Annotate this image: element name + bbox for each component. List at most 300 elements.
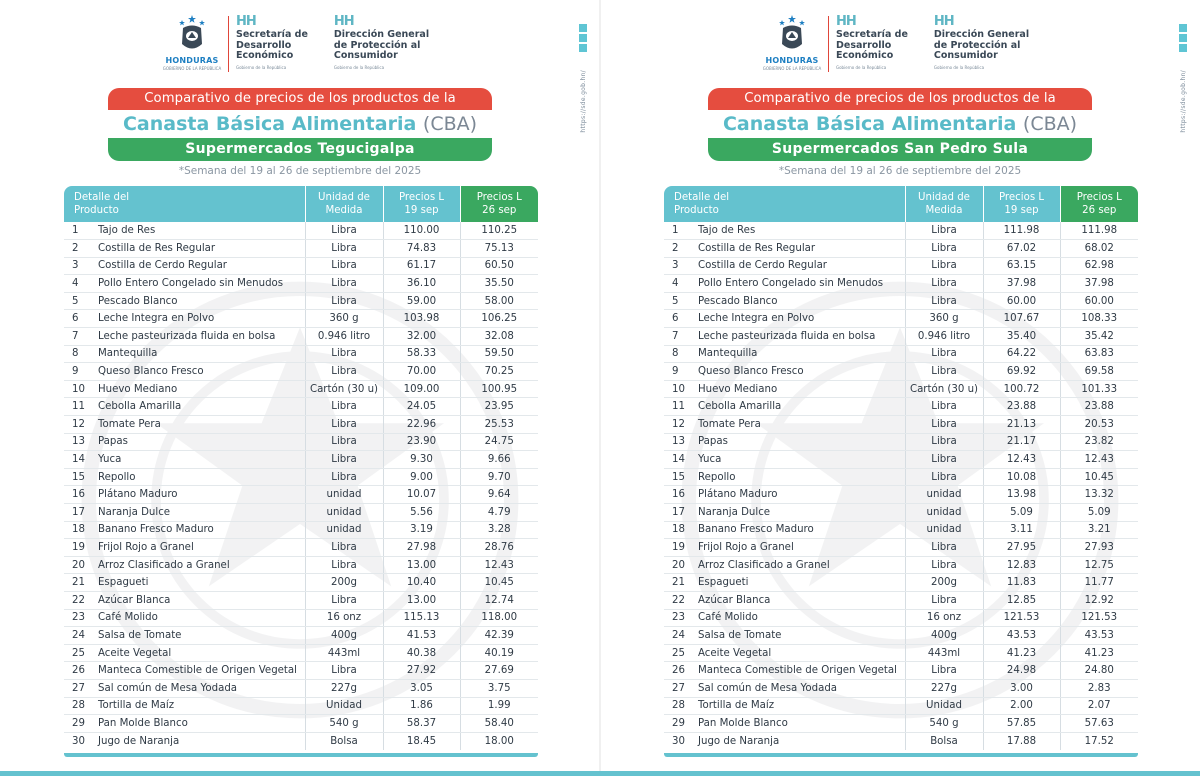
row-number: 30 [72,735,85,747]
table-row [664,591,1138,609]
price-19-sep: 24.05 [383,398,460,416]
unit-of-measure: 400g [305,627,383,645]
row-number: 24 [64,627,94,645]
row-number: 20 [664,556,694,574]
unit-of-measure: Libra [305,345,383,363]
price-19-sep: 37.98 [983,275,1060,293]
price-19-sep: 63.15 [983,257,1060,275]
header-product-line1: Detalle del [74,192,130,203]
header-p19-line1: Precios L [998,192,1045,203]
table-row [664,380,1138,398]
unit-of-measure: unidad [305,504,383,522]
row-number: 18 [64,521,94,539]
product-name: Tajo de Res [694,222,905,240]
price-19-sep: 2.00 [983,697,1060,715]
product-name: Frijol Rojo a Granel [94,539,305,557]
row-number: 27 [64,679,94,697]
row-number: 27 [664,679,694,697]
unit-of-measure: Libra [305,451,383,469]
row-number: 15 [64,468,94,486]
price-19-sep: 57.85 [983,715,1060,733]
honduras-logo [760,14,824,74]
header-logos [760,14,1055,76]
row-number: 12 [664,416,694,434]
product-name: Repollo [694,468,905,486]
unit-of-measure: 540 g [305,715,383,733]
product-name: Pan Molde Blanco [694,715,905,733]
table-row [64,539,538,557]
row-number: 4 [64,275,94,293]
table-row [664,732,1138,750]
unit-of-measure: Libra [905,363,983,381]
row-number: 5 [664,292,694,310]
price-19-sep: 40.38 [383,644,460,662]
price-19-sep: 100.72 [983,380,1060,398]
header-product-line1: Detalle del [674,192,730,203]
product-name: Cebolla Amarilla [694,398,905,416]
unit-of-measure: Cartón (30 u) [905,380,983,398]
unit-of-measure: Libra [905,222,983,240]
column-header-price-19sep [383,186,460,222]
dgpc-logo [334,14,429,70]
product-name: Leche Integra en Polvo [94,310,305,328]
unit-of-measure: unidad [305,486,383,504]
price-19-sep: 21.13 [983,416,1060,434]
row-number: 18 [664,521,694,539]
table-row [64,363,538,381]
unit-of-measure: Libra [305,539,383,557]
price-26-sep: 28.76 [460,539,538,557]
honduras-emblem-icon [175,14,209,54]
unit-of-measure: Libra [905,591,983,609]
side-url-link[interactable]: https://sde.gob.hn/ [1179,70,1187,133]
price-19-sep: 21.17 [983,433,1060,451]
price-26-sep: 2.83 [1060,679,1138,697]
sde-title-line3: Económico [836,50,894,61]
sde-title-line2: Desarrollo [836,39,892,51]
price-26-sep: 60.50 [460,257,538,275]
unit-of-measure: Libra [905,275,983,293]
row-number: 3 [664,257,694,275]
unit-of-measure: 0.946 litro [305,328,383,346]
price-26-sep: 13.32 [1060,486,1138,504]
unit-of-measure: Bolsa [905,732,983,750]
sde-logo [836,14,908,70]
price-26-sep: 25.53 [460,416,538,434]
sde-title-line2: Desarrollo [236,39,292,51]
price-26-sep: 4.79 [460,504,538,522]
week-note: *Semana del 19 al 26 de septiembre del 2025 [178,165,422,177]
product-name: Huevo Mediano [94,380,305,398]
unit-of-measure: Libra [305,222,383,240]
unit-of-measure: Libra [905,556,983,574]
table-row [64,521,538,539]
unit-of-measure: Libra [305,416,383,434]
page-divider [600,0,601,776]
price-26-sep: 41.23 [1060,644,1138,662]
price-26-sep: 9.70 [460,468,538,486]
sde-sublabel: Gobierno de la República [236,64,287,70]
price-19-sep: 5.56 [383,504,460,522]
product-name: Azúcar Blanca [694,591,905,609]
price-26-sep: 23.88 [1060,398,1138,416]
table-row [664,574,1138,592]
product-name: Jugo de Naranja [698,735,780,747]
table-row [664,416,1138,434]
dgpc-mark-icon: HH [333,14,354,29]
sde-title-line3: Económico [236,50,294,61]
price-19-sep: 107.67 [983,310,1060,328]
price-26-sep: 24.75 [460,433,538,451]
unit-of-measure: Libra [905,539,983,557]
price-26-sep: 1.99 [460,697,538,715]
side-url-strip [1178,24,1188,133]
honduras-label: HONDURAS [165,56,219,65]
column-header-product [64,186,305,222]
table-row [64,504,538,522]
side-url-strip [578,24,588,133]
price-19-sep: 58.33 [383,345,460,363]
price-19-sep: 12.85 [983,591,1060,609]
unit-of-measure: 200g [905,574,983,592]
side-square-icon [579,34,587,42]
price-26-sep: 24.80 [1060,662,1138,680]
dgpc-title-line1: Dirección General [333,29,430,40]
dgpc-logo [934,14,1029,70]
table-row [664,451,1138,469]
city-banner: Supermercados Tegucigalpa [108,138,492,161]
table-row [664,275,1138,293]
row-number: 14 [664,451,694,469]
price-19-sep: 12.83 [983,556,1060,574]
table-row [64,556,538,574]
price-19-sep: 115.13 [383,609,460,627]
product-name: Plátano Maduro [694,486,905,504]
header-unit-line1: Unidad de [918,192,970,203]
product-name: Mantequilla [694,345,905,363]
product-name: Naranja Dulce [94,504,305,522]
row-number: 3 [64,257,94,275]
product-name: Yuca [94,451,305,469]
dgpc-title-line3: Consumidor [933,50,998,61]
row-number: 2 [664,240,694,258]
product-name: Sal común de Mesa Yodada [694,679,905,697]
table-row [64,732,538,750]
product-name: Cebolla Amarilla [94,398,305,416]
price-26-sep: 3.21 [1060,521,1138,539]
price-26-sep: 11.77 [1060,574,1138,592]
header-p26-line2: 26 sep [482,205,517,216]
table-row [664,328,1138,346]
product-name: Naranja Dulce [694,504,905,522]
table-row [64,609,538,627]
dgpc-title-line3: Consumidor [333,50,398,61]
row-number: 16 [664,486,694,504]
price-19-sep: 27.98 [383,539,460,557]
row-number: 11 [664,398,694,416]
price-19-sep: 27.92 [383,662,460,680]
product-name: Aceite Vegetal [94,644,305,662]
row-number: 12 [64,416,94,434]
price-19-sep: 22.96 [383,416,460,434]
table-row [664,697,1138,715]
price-26-sep: 32.08 [460,328,538,346]
price-26-sep: 118.00 [460,609,538,627]
table-row [664,222,1138,240]
table-row [64,345,538,363]
product-name: Sal común de Mesa Yodada [94,679,305,697]
row-number: 1 [664,222,694,240]
unit-of-measure: unidad [905,521,983,539]
price-26-sep: 12.43 [460,556,538,574]
footer-bar [0,771,1200,776]
price-26-sep: 27.69 [460,662,538,680]
unit-of-measure: Libra [905,398,983,416]
row-number: 6 [664,310,694,328]
table-row [664,539,1138,557]
dgpc-title-line1: Dirección General [933,29,1030,40]
product-name: Café Molido [694,609,905,627]
product-name: Tortilla de Maíz [694,697,905,715]
price-19-sep: 61.17 [383,257,460,275]
price-26-sep: 12.92 [1060,591,1138,609]
price-26-sep: 3.75 [460,679,538,697]
table-row [664,521,1138,539]
row-number: 24 [664,627,694,645]
table-row [64,257,538,275]
city-banner: Supermercados San Pedro Sula [708,138,1092,161]
price-19-sep: 74.83 [383,240,460,258]
unit-of-measure: unidad [905,486,983,504]
table-row [64,292,538,310]
price-26-sep: 101.33 [1060,380,1138,398]
title-cba-bold: Canasta Básica Alimentaria [722,113,1017,135]
product-name: Costilla de Cerdo Regular [94,257,305,275]
table-row [64,574,538,592]
unit-of-measure: Libra [905,345,983,363]
product-name: Banano Fresco Maduro [94,521,305,539]
price-19-sep: 27.95 [983,539,1060,557]
table-row [664,715,1138,733]
price-26-sep: 35.42 [1060,328,1138,346]
price-26-sep: 2.07 [1060,697,1138,715]
table-row [664,609,1138,627]
product-name: Espagueti [694,574,905,592]
table-row [664,310,1138,328]
header-product-line2: Producto [674,205,719,216]
price-26-sep: 12.75 [1060,556,1138,574]
side-square-icon [579,44,587,52]
table-row [664,398,1138,416]
unit-of-measure: Libra [305,292,383,310]
price-26-sep: 121.53 [1060,609,1138,627]
product-name: Queso Blanco Fresco [94,363,305,381]
table-row [664,644,1138,662]
price-26-sep: 75.13 [460,240,538,258]
product-name: Costilla de Cerdo Regular [694,257,905,275]
column-header-product [664,186,905,222]
product-name: Papas [694,433,905,451]
sde-logo [236,14,308,70]
table-row [664,504,1138,522]
price-26-sep: 40.19 [460,644,538,662]
unit-of-measure: Libra [305,363,383,381]
row-number: 8 [664,345,694,363]
table-row [64,591,538,609]
table-row [64,328,538,346]
table-header-row [64,186,538,222]
price-26-sep: 12.74 [460,591,538,609]
column-header-price-26sep [460,186,538,222]
dgpc-title-line2: de Protección al [333,39,421,51]
table-row [64,486,538,504]
unit-of-measure: Libra [305,591,383,609]
price-19-sep: 60.00 [983,292,1060,310]
product-name: Espagueti [94,574,305,592]
price-26-sep: 12.43 [1060,451,1138,469]
product-name: Jugo de Naranja [98,735,180,747]
price-26-sep: 3.28 [460,521,538,539]
product-name: Pollo Entero Congelado sin Menudos [94,275,305,293]
price-26-sep: 10.45 [1060,468,1138,486]
price-table [64,186,538,750]
price-sheet-san-pedro-sula [600,0,1200,776]
row-number: 4 [664,275,694,293]
header-p26-line1: Precios L [476,192,522,203]
price-26-sep: 68.02 [1060,240,1138,258]
row-number: 23 [64,609,94,627]
unit-of-measure: Libra [305,662,383,680]
unit-of-measure: Libra [305,257,383,275]
title-cba-light: (CBA) [422,113,478,135]
title-line2 [708,110,1092,138]
unit-of-measure: Libra [905,662,983,680]
price-19-sep: 121.53 [983,609,1060,627]
product-name: Azúcar Blanca [94,591,305,609]
row-number: 13 [664,433,694,451]
row-number: 10 [664,380,694,398]
product-name: Plátano Maduro [94,486,305,504]
table-body [664,222,1138,750]
price-26-sep: 108.33 [1060,310,1138,328]
unit-of-measure: Libra [305,275,383,293]
table-row [64,715,538,733]
product-name: Pollo Entero Congelado sin Menudos [694,275,905,293]
row-number: 25 [664,644,694,662]
row-number: 9 [664,363,694,381]
price-26-sep: 60.00 [1060,292,1138,310]
unit-of-measure: 360 g [905,310,983,328]
unit-of-measure: Libra [905,416,983,434]
price-19-sep: 23.90 [383,433,460,451]
price-26-sep: 5.09 [1060,504,1138,522]
column-header-price-26sep [1060,186,1138,222]
title-line1: Comparativo de precios de los productos de la [108,88,492,110]
row-number: 1 [64,222,94,240]
price-26-sep: 63.83 [1060,345,1138,363]
price-26-sep: 100.95 [460,380,538,398]
honduras-sublabel: GOBIERNO DE LA REPÚBLICA [762,66,822,71]
row-number: 23 [664,609,694,627]
side-square-icon [1179,44,1187,52]
price-19-sep: 103.98 [383,310,460,328]
honduras-logo [160,14,224,74]
price-19-sep: 32.00 [383,328,460,346]
unit-of-measure: Libra [905,468,983,486]
price-19-sep: 111.98 [983,222,1060,240]
row-number: 22 [64,591,94,609]
header-p26-line2: 26 sep [1082,205,1117,216]
price-19-sep: 3.19 [383,521,460,539]
side-url-link[interactable]: https://sde.gob.hn/ [579,70,587,133]
table-row [64,627,538,645]
price-26-sep: 42.39 [460,627,538,645]
price-26-sep: 27.93 [1060,539,1138,557]
row-number: 16 [64,486,94,504]
header-unit-line2: Medida [925,205,963,216]
side-square-icon [1179,34,1187,42]
side-square-icon [1179,24,1187,32]
product-name: Leche pasteurizada fluida en bolsa [694,328,905,346]
product-name: Manteca Comestible de Origen Vegetal [694,662,905,680]
price-26-sep: 110.25 [460,222,538,240]
unit-of-measure: 227g [305,679,383,697]
product-name: Papas [94,433,305,451]
unit-of-measure: 0.946 litro [905,328,983,346]
header-unit-line2: Medida [325,205,363,216]
table-row [664,486,1138,504]
price-26-sep: 23.95 [460,398,538,416]
table-row [664,556,1138,574]
price-26-sep: 35.50 [460,275,538,293]
unit-of-measure: Libra [905,257,983,275]
row-number: 13 [64,433,94,451]
row-number: 8 [64,345,94,363]
price-19-sep: 23.88 [983,398,1060,416]
row-number: 21 [64,574,94,592]
row-number: 29 [64,715,94,733]
price-26-sep: 58.00 [460,292,538,310]
row-number: 7 [664,328,694,346]
price-19-sep: 3.11 [983,521,1060,539]
table-row [664,363,1138,381]
price-19-sep: 9.30 [383,451,460,469]
unit-of-measure: 443ml [905,644,983,662]
product-name: Salsa de Tomate [694,627,905,645]
row-number: 20 [64,556,94,574]
unit-of-measure: 400g [905,627,983,645]
header-unit-line1: Unidad de [318,192,370,203]
row-number: 17 [664,504,694,522]
product-name: Arroz Clasificado a Granel [94,556,305,574]
price-19-sep: 109.00 [383,380,460,398]
title-line2 [108,110,492,138]
dgpc-sublabel: Gobierno de la República [333,64,385,70]
row-number: 21 [664,574,694,592]
price-19-sep: 43.53 [983,627,1060,645]
product-name: Manteca Comestible de Origen Vegetal [94,662,305,680]
product-name: Arroz Clasificado a Granel [694,556,905,574]
price-19-sep: 41.23 [983,644,1060,662]
table-bottom-border [64,753,538,757]
product-name: Yuca [694,451,905,469]
row-number: 25 [64,644,94,662]
table-row [64,697,538,715]
header-p19-line1: Precios L [398,192,445,203]
unit-of-measure: Libra [905,292,983,310]
price-26-sep: 20.53 [1060,416,1138,434]
title-cba-light: (CBA) [1022,113,1078,135]
